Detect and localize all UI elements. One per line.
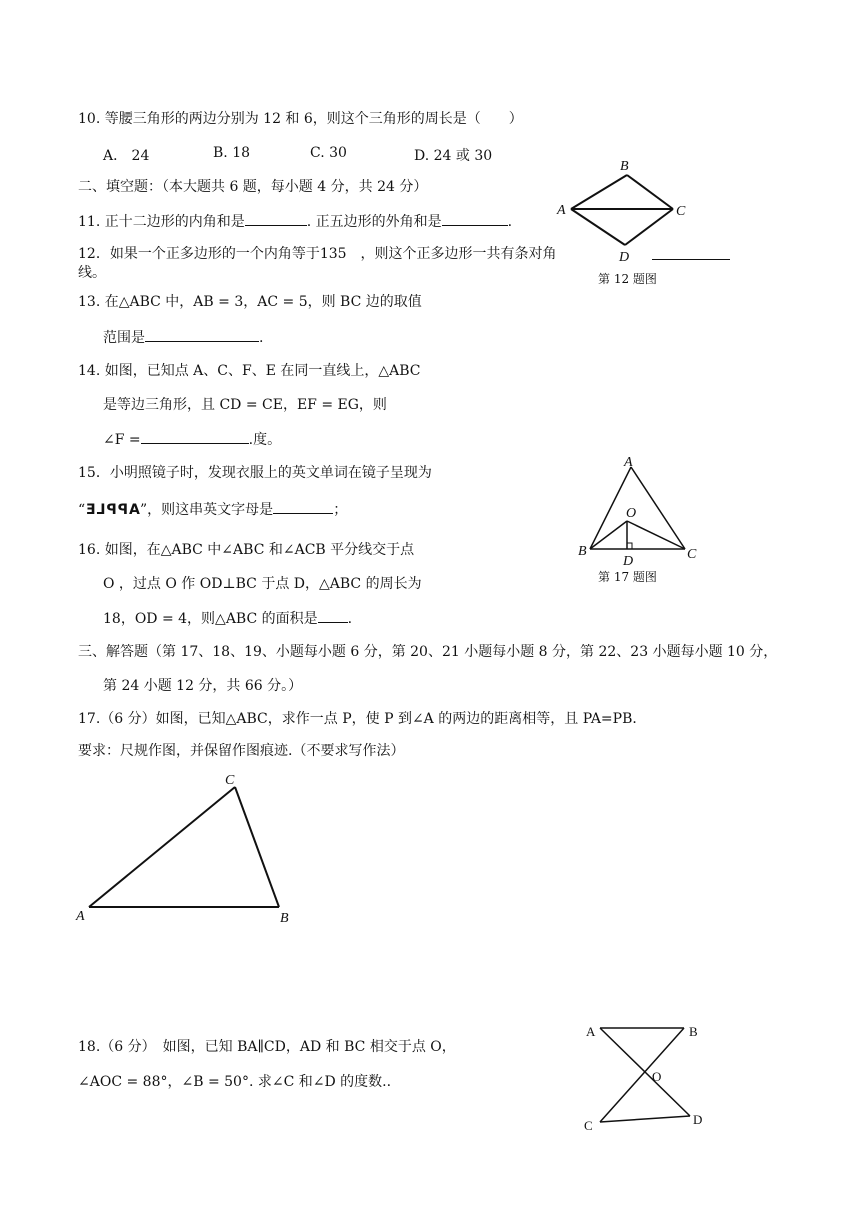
- figure-18-diagram: [580, 1018, 710, 1138]
- fig17-label-o: O: [626, 506, 637, 521]
- q17-label-b: B: [280, 911, 289, 926]
- q13-line2-prefix: 范围是: [103, 330, 145, 346]
- q11-blank-1[interactable]: [245, 212, 307, 226]
- fig17-label-d: D: [623, 554, 634, 569]
- q11-part2: . 正五边形的外角和是: [306, 214, 442, 230]
- fig12-label-d: D: [619, 250, 630, 265]
- fig17-label-a: A: [624, 455, 633, 470]
- q17-line1: 17.（6 分）如图，已知△ABC，求作一点 P，使 P 到∠A 的两边的距离相等，且 PA=PB．: [78, 711, 647, 727]
- fig18-label-d: D: [693, 1112, 703, 1127]
- q10-option-a: A． 24: [103, 148, 150, 164]
- q14-line3-suffix: .度。: [248, 432, 282, 448]
- section2-heading: 二、填空题：（本大题共 6 题，每小题 4 分，共 24 分）: [78, 179, 428, 195]
- q16-line3: [103, 609, 352, 628]
- q15-line2: [78, 500, 347, 519]
- q17-line2: 要求：尺规作图，并保留作图痕迹.（不要求写作法）: [78, 743, 405, 759]
- q17-triangle-diagram: [75, 770, 305, 930]
- q14-blank[interactable]: [141, 430, 249, 444]
- q14-line3: [103, 430, 281, 449]
- q18-line2: ∠AOC = 88°，∠B = 50°. 求∠C 和∠D 的度数..: [78, 1074, 392, 1090]
- q13-line2-suffix: .: [259, 330, 264, 346]
- q11-part3: .: [507, 214, 513, 230]
- q16-line1: 16. 如图，在△ABC 中∠ABC 和∠ACB 平分线交于点: [78, 542, 415, 558]
- q10-text: 10. 等腰三角形的两边分别为 12 和 6，则这个三角形的周长是（ ）: [78, 111, 523, 127]
- q18-line1: 18.（6 分） 如图，已知 BA∥CD，AD 和 BC 相交于点 O，: [78, 1039, 456, 1055]
- q15-line1: 15．小明照镜子时，发现衣服上的英文单词在镜子呈现为: [78, 465, 432, 481]
- fig12-label-b: B: [620, 159, 629, 174]
- q10-option-d: D. 24 或 30: [414, 148, 493, 164]
- section3-heading-line2: 第 24 小题 12 分，共 66 分。）: [103, 678, 303, 694]
- q14-line2: 是等边三角形，且 CD = CE，EF = EG，则: [103, 397, 387, 413]
- q16-line3-prefix: 18，OD = 4，则△ABC 的面积是: [103, 611, 318, 627]
- q15-line2-suffix: ”，则这串英文字母是: [140, 502, 274, 518]
- q17-label-a: A: [76, 909, 85, 924]
- q12-line1: 12．如果一个正多边形的一个内角等于135 ，则这个正多边形一共有条对角: [78, 246, 557, 262]
- fig18-label-b: B: [689, 1024, 698, 1039]
- q17-label-c: C: [225, 773, 235, 788]
- fig12-caption: 第 12 题图: [598, 272, 657, 286]
- fig12-label-a: A: [557, 203, 566, 218]
- q15-quote-open: “: [78, 502, 86, 518]
- q15-blank[interactable]: [273, 500, 333, 514]
- q16-line3-suffix: .: [347, 611, 353, 627]
- fig12-label-c: C: [676, 204, 686, 219]
- section3-heading-line1: 三、解答题（第 17、18、19、小题每小题 6 分，第 20、21 小题每小题 8 分，第 22、23 小题每小题 10 分，: [78, 644, 778, 660]
- fig17-label-b: B: [578, 544, 587, 559]
- q13-line2: [103, 328, 263, 347]
- q14-line3-prefix: ∠F =: [103, 432, 141, 448]
- fig18-label-o: O: [652, 1069, 662, 1084]
- q16-line2: O ，过点 O 作 OD⊥BC 于点 D，△ABC 的周长为: [103, 576, 422, 592]
- q10-option-c: C. 30: [310, 145, 347, 161]
- fig18-label-c: C: [584, 1118, 593, 1133]
- q15-line2-end: ；: [333, 502, 348, 518]
- mirrored-word: APPLE: [85, 502, 141, 518]
- q16-blank[interactable]: [318, 609, 348, 623]
- q13-blank[interactable]: [145, 328, 259, 342]
- figure-12-diagram: [555, 155, 705, 263]
- q11-part1: 11. 正十二边形的内角和是: [78, 214, 245, 230]
- q11-blank-2[interactable]: [442, 212, 508, 226]
- q11-line: [78, 212, 512, 231]
- q12-line2: 线。: [78, 265, 106, 281]
- q14-line1: 14. 如图，已知点 A、C、F、E 在同一直线上，△ABC: [78, 363, 421, 379]
- fig17-caption: 第 17 题图: [598, 570, 657, 584]
- fig18-label-a: A: [586, 1024, 596, 1039]
- q13-line1: 13. 在△ABC 中，AB = 3，AC = 5，则 BC 边的取值: [78, 294, 422, 310]
- figure-17-diagram: [575, 453, 705, 568]
- q10-option-b: B. 18: [213, 145, 251, 161]
- fig17-label-c: C: [687, 547, 697, 562]
